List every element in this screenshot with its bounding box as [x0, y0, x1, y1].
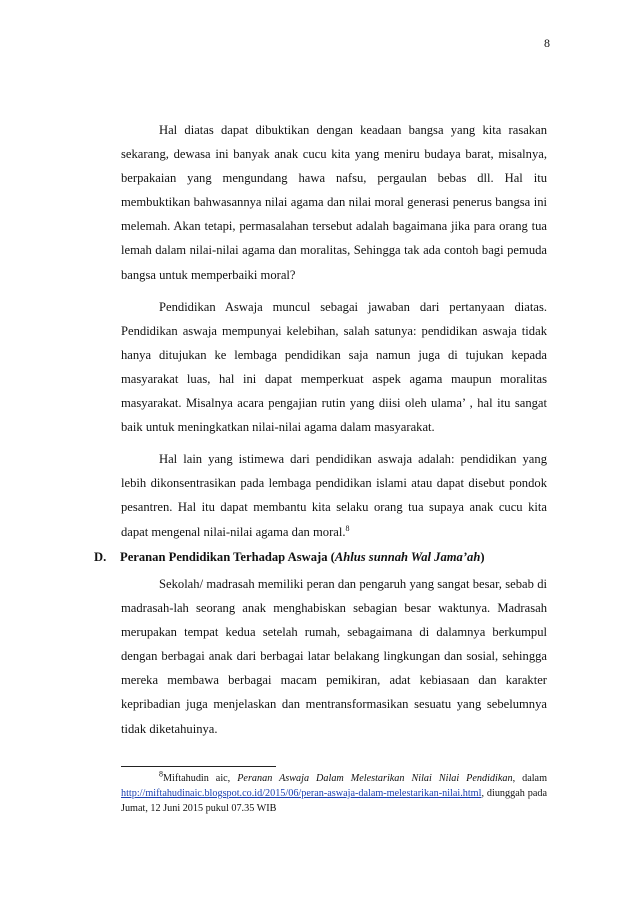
footnote-after-title: , dalam — [512, 773, 547, 784]
section-title: Peranan Pendidikan Terhadap Aswaja ( — [120, 550, 335, 564]
section-number: D. — [94, 550, 107, 564]
footnote-reference[interactable]: 8 — [345, 523, 350, 533]
paragraph-3-text: Hal lain yang istimewa dari pendidikan aswaja adalah: pendidikan yang lebih dikonsentrasikan pada lembaga pendidikan islami atau dapat disebut pondok pesantren. Hal itu dapat membantu kita selaku orang tua supaya anak cucu kita dapat mengenal nilai-nilai agama dan moral. — [121, 452, 547, 539]
paragraph-2: Pendidikan Aswaja muncul sebagai jawaban dari pertanyaan diatas. Pendidikan aswaja mempunyai kelebihan, salah satunya: pendidikan aswaja tidak hanya ditujukan ke lembaga pendidikan saja namun juga di tujukan kepada masyarakat luas, hal ini dapat memperkuat aspek agama maupun moralitas masyarakat. Misalnya acara pengajian rutin yang diisi oleh ulama’ , hal itu sangat baik untuk meningkatkan nilai-nilai agama dalam masyarakat. — [121, 299, 547, 435]
footnote-divider — [121, 766, 276, 767]
footnote-title: Peranan Aswaja Dalam Melestarikan Nilai Nilai Pendidikan — [237, 773, 513, 784]
footnote-author: Miftahudin aic, — [163, 773, 238, 784]
section-paragraph: Sekolah/ madrasah memiliki peran dan pengaruh yang sangat besar, sebab di madrasah-lah seorang anak menghabiskan sebagian besar waktunya. Madrasah merupakan tempat kedua setelah rumah, sebagaimana di dalamnya berkumpul dengan berbagai anak dari berbagai latar belakang lingkungan dan sosial, sehingga mereka membawa berbagai macam pemikiran, adat kebiasaan dan karakter kepribadian juga menjelaskan dan mentransformasikan sesuatu yang sebelumnya tidak diketahuinya. — [121, 577, 547, 736]
page-number: 8 — [544, 36, 550, 50]
footnote-line — [121, 771, 547, 816]
footnote-link[interactable]: http://miftahudinaic.blogspot.co.id/2015/06/peran-aswaja-dalam-melestarikan-nilai.html — [121, 788, 482, 799]
paragraph-1: Hal diatas dapat dibuktikan dengan keadaan bangsa yang kita rasakan sekarang, dewasa ini banyak anak cucu kita yang meniru budaya barat, misalnya, berpakaian yang mengundang hawa nafsu, pergaulan bebas dll. Hal itu membuktikan bahwasannya nilai agama dan nilai moral generasi penerus bangsa ini melemah. Akan tetapi, permasalahan tersebut adalah bagaimana jika para orang tua lemah dalam nilai-nilai agama dan moralitas, Sehingga tak ada contoh bagi pemuda bangsa untuk memperbaiki moral? — [121, 123, 547, 282]
section-title-italic: Ahlus sunnah Wal Jama’ah — [334, 550, 481, 564]
section-heading — [94, 545, 554, 569]
body-text — [121, 118, 547, 552]
section-title-close: ) — [480, 550, 485, 564]
footnote-marker: 8 — [159, 769, 163, 779]
footnote-tail: , diunggah pada Jumat, 12 Juni 2015 pukul 07.35 WIB — [121, 788, 547, 814]
section-body — [121, 572, 547, 749]
footnote — [121, 771, 547, 816]
paragraph-3 — [121, 447, 547, 543]
